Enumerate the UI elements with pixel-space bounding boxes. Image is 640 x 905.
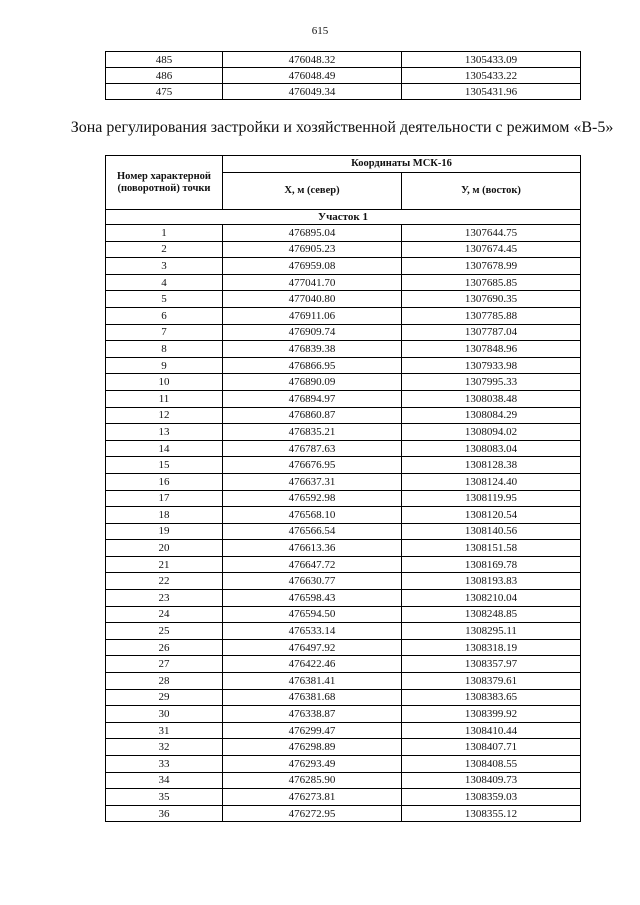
header-point-number: Номер характерной (поворотной) точки bbox=[106, 156, 223, 210]
table-row bbox=[106, 274, 581, 291]
x-coordinate-cell: 476381.68 bbox=[223, 689, 402, 706]
table-row bbox=[106, 772, 581, 789]
y-coordinate-cell: 1307848.96 bbox=[402, 341, 581, 358]
x-coordinate-cell: 476866.95 bbox=[223, 357, 402, 374]
plot-label: Участок 1 bbox=[106, 210, 581, 225]
y-coordinate-cell: 1307644.75 bbox=[402, 225, 581, 242]
point-number-cell: 14 bbox=[106, 440, 223, 457]
x-coordinate-cell: 476637.31 bbox=[223, 473, 402, 490]
y-coordinate-cell: 1308210.04 bbox=[402, 590, 581, 607]
table-row bbox=[106, 756, 581, 773]
x-coordinate-cell: 476959.08 bbox=[223, 258, 402, 275]
x-coordinate-cell: 476630.77 bbox=[223, 573, 402, 590]
point-number-cell: 6 bbox=[106, 307, 223, 324]
table-row bbox=[106, 789, 581, 806]
x-coordinate-cell: 476293.49 bbox=[223, 756, 402, 773]
y-coordinate-cell: 1308120.54 bbox=[402, 507, 581, 524]
y-coordinate-cell: 1308083.04 bbox=[402, 440, 581, 457]
y-coordinate-cell: 1308084.29 bbox=[402, 407, 581, 424]
table-row bbox=[106, 706, 581, 723]
table-row bbox=[106, 68, 581, 84]
x-coordinate-cell: 476787.63 bbox=[223, 440, 402, 457]
y-coordinate-cell: 1308407.71 bbox=[402, 739, 581, 756]
x-coordinate-cell: 476497.92 bbox=[223, 639, 402, 656]
table-row bbox=[106, 424, 581, 441]
table-header bbox=[106, 156, 581, 210]
point-number-cell: 5 bbox=[106, 291, 223, 308]
table-row bbox=[106, 357, 581, 374]
coordinates-table-body bbox=[106, 210, 581, 822]
point-number-cell: 35 bbox=[106, 789, 223, 806]
point-number-cell: 1 bbox=[106, 225, 223, 242]
table-row bbox=[106, 258, 581, 275]
y-coordinate-cell: 1308359.03 bbox=[402, 789, 581, 806]
point-number-cell: 18 bbox=[106, 507, 223, 524]
table-row bbox=[106, 673, 581, 690]
y-coordinate-cell: 1308295.11 bbox=[402, 623, 581, 640]
point-number-cell: 7 bbox=[106, 324, 223, 341]
y-coordinate-cell: 1308193.83 bbox=[402, 573, 581, 590]
point-number-cell: 13 bbox=[106, 424, 223, 441]
table-row bbox=[106, 540, 581, 557]
y-coordinate-cell: 1308038.48 bbox=[402, 390, 581, 407]
point-number-cell: 22 bbox=[106, 573, 223, 590]
table-row bbox=[106, 241, 581, 258]
point-number-cell: 475 bbox=[106, 84, 223, 100]
x-coordinate-cell: 476048.32 bbox=[223, 52, 402, 68]
point-number-cell: 16 bbox=[106, 473, 223, 490]
table-row bbox=[106, 440, 581, 457]
table-row bbox=[106, 623, 581, 640]
x-coordinate-cell: 477041.70 bbox=[223, 274, 402, 291]
point-number-cell: 29 bbox=[106, 689, 223, 706]
x-coordinate-cell: 476909.74 bbox=[223, 324, 402, 341]
table-row bbox=[106, 374, 581, 391]
table-row bbox=[106, 606, 581, 623]
point-number-cell: 2 bbox=[106, 241, 223, 258]
table-row bbox=[106, 457, 581, 474]
point-number-cell: 21 bbox=[106, 556, 223, 573]
point-number-cell: 485 bbox=[106, 52, 223, 68]
y-coordinate-cell: 1308355.12 bbox=[402, 805, 581, 822]
table-row bbox=[106, 689, 581, 706]
x-coordinate-cell: 476285.90 bbox=[223, 772, 402, 789]
x-coordinate-cell: 476890.09 bbox=[223, 374, 402, 391]
header-coordinates-group: Координаты МСК-16 bbox=[223, 156, 581, 173]
y-coordinate-cell: 1308094.02 bbox=[402, 424, 581, 441]
x-coordinate-cell: 476676.95 bbox=[223, 457, 402, 474]
point-number-cell: 11 bbox=[106, 390, 223, 407]
y-coordinate-cell: 1305433.09 bbox=[402, 52, 581, 68]
point-number-cell: 24 bbox=[106, 606, 223, 623]
point-number-cell: 4 bbox=[106, 274, 223, 291]
table-row bbox=[106, 656, 581, 673]
table-row bbox=[106, 84, 581, 100]
table-row bbox=[106, 225, 581, 242]
y-coordinate-cell: 1308169.78 bbox=[402, 556, 581, 573]
y-coordinate-cell: 1308379.61 bbox=[402, 673, 581, 690]
point-number-cell: 8 bbox=[106, 341, 223, 358]
point-number-cell: 30 bbox=[106, 706, 223, 723]
y-coordinate-cell: 1305431.96 bbox=[402, 84, 581, 100]
y-coordinate-cell: 1308151.58 bbox=[402, 540, 581, 557]
table-row bbox=[106, 507, 581, 524]
point-number-cell: 20 bbox=[106, 540, 223, 557]
x-coordinate-cell: 476273.81 bbox=[223, 789, 402, 806]
x-coordinate-cell: 476422.46 bbox=[223, 656, 402, 673]
x-coordinate-cell: 476860.87 bbox=[223, 407, 402, 424]
x-coordinate-cell: 476835.21 bbox=[223, 424, 402, 441]
table-row bbox=[106, 390, 581, 407]
table-row bbox=[106, 307, 581, 324]
x-coordinate-cell: 476598.43 bbox=[223, 590, 402, 607]
x-coordinate-cell: 476905.23 bbox=[223, 241, 402, 258]
table-row bbox=[106, 490, 581, 507]
x-coordinate-cell: 476568.10 bbox=[223, 507, 402, 524]
point-number-cell: 12 bbox=[106, 407, 223, 424]
continued-coordinates-table bbox=[105, 51, 581, 100]
point-number-cell: 33 bbox=[106, 756, 223, 773]
y-coordinate-cell: 1308410.44 bbox=[402, 722, 581, 739]
point-number-cell: 31 bbox=[106, 722, 223, 739]
y-coordinate-cell: 1307674.45 bbox=[402, 241, 581, 258]
y-coordinate-cell: 1307785.88 bbox=[402, 307, 581, 324]
x-coordinate-cell: 476613.36 bbox=[223, 540, 402, 557]
table-row bbox=[106, 523, 581, 540]
x-coordinate-cell: 476299.47 bbox=[223, 722, 402, 739]
y-coordinate-cell: 1308124.40 bbox=[402, 473, 581, 490]
y-coordinate-cell: 1307933.98 bbox=[402, 357, 581, 374]
page-number: 615 bbox=[311, 25, 329, 37]
x-coordinate-cell: 476049.34 bbox=[223, 84, 402, 100]
x-coordinate-cell: 476533.14 bbox=[223, 623, 402, 640]
y-coordinate-cell: 1308140.56 bbox=[402, 523, 581, 540]
point-number-cell: 28 bbox=[106, 673, 223, 690]
y-coordinate-cell: 1308399.92 bbox=[402, 706, 581, 723]
y-coordinate-cell: 1308119.95 bbox=[402, 490, 581, 507]
x-coordinate-cell: 476272.95 bbox=[223, 805, 402, 822]
point-number-cell: 26 bbox=[106, 639, 223, 656]
point-number-cell: 27 bbox=[106, 656, 223, 673]
table-row bbox=[106, 573, 581, 590]
header-y-coordinate: У, м (восток) bbox=[402, 173, 581, 210]
plot-label-row bbox=[106, 210, 581, 225]
point-number-cell: 36 bbox=[106, 805, 223, 822]
y-coordinate-cell: 1307685.85 bbox=[402, 274, 581, 291]
x-coordinate-cell: 476338.87 bbox=[223, 706, 402, 723]
table-row bbox=[106, 324, 581, 341]
table-row bbox=[106, 722, 581, 739]
point-number-cell: 23 bbox=[106, 590, 223, 607]
x-coordinate-cell: 476839.38 bbox=[223, 341, 402, 358]
y-coordinate-cell: 1308357.97 bbox=[402, 656, 581, 673]
x-coordinate-cell: 476048.49 bbox=[223, 68, 402, 84]
table-row bbox=[106, 291, 581, 308]
point-number-cell: 19 bbox=[106, 523, 223, 540]
y-coordinate-cell: 1308408.55 bbox=[402, 756, 581, 773]
x-coordinate-cell: 476895.04 bbox=[223, 225, 402, 242]
y-coordinate-cell: 1308248.85 bbox=[402, 606, 581, 623]
x-coordinate-cell: 476566.54 bbox=[223, 523, 402, 540]
point-number-cell: 25 bbox=[106, 623, 223, 640]
header-x-coordinate: X, м (север) bbox=[223, 173, 402, 210]
table-row bbox=[106, 805, 581, 822]
point-number-cell: 17 bbox=[106, 490, 223, 507]
point-number-cell: 10 bbox=[106, 374, 223, 391]
table-row bbox=[106, 52, 581, 68]
point-number-cell: 486 bbox=[106, 68, 223, 84]
x-coordinate-cell: 476647.72 bbox=[223, 556, 402, 573]
coordinates-table bbox=[105, 155, 581, 822]
section-title: Зона регулирования застройки и хозяйственной деятельности с режимом «В-5» bbox=[70, 119, 614, 136]
table-row bbox=[106, 639, 581, 656]
x-coordinate-cell: 476298.89 bbox=[223, 739, 402, 756]
y-coordinate-cell: 1307678.99 bbox=[402, 258, 581, 275]
y-coordinate-cell: 1307787.04 bbox=[402, 324, 581, 341]
point-number-cell: 3 bbox=[106, 258, 223, 275]
y-coordinate-cell: 1305433.22 bbox=[402, 68, 581, 84]
continued-table-body bbox=[106, 52, 581, 100]
y-coordinate-cell: 1308383.65 bbox=[402, 689, 581, 706]
table-row bbox=[106, 407, 581, 424]
point-number-cell: 9 bbox=[106, 357, 223, 374]
point-number-cell: 34 bbox=[106, 772, 223, 789]
point-number-cell: 32 bbox=[106, 739, 223, 756]
table-row bbox=[106, 590, 581, 607]
x-coordinate-cell: 476592.98 bbox=[223, 490, 402, 507]
y-coordinate-cell: 1308128.38 bbox=[402, 457, 581, 474]
table-row bbox=[106, 473, 581, 490]
table-row bbox=[106, 556, 581, 573]
y-coordinate-cell: 1308409.73 bbox=[402, 772, 581, 789]
y-coordinate-cell: 1307690.35 bbox=[402, 291, 581, 308]
x-coordinate-cell: 476911.06 bbox=[223, 307, 402, 324]
y-coordinate-cell: 1308318.19 bbox=[402, 639, 581, 656]
x-coordinate-cell: 476381.41 bbox=[223, 673, 402, 690]
table-row bbox=[106, 739, 581, 756]
x-coordinate-cell: 477040.80 bbox=[223, 291, 402, 308]
point-number-cell: 15 bbox=[106, 457, 223, 474]
y-coordinate-cell: 1307995.33 bbox=[402, 374, 581, 391]
x-coordinate-cell: 476894.97 bbox=[223, 390, 402, 407]
table-row bbox=[106, 341, 581, 358]
x-coordinate-cell: 476594.50 bbox=[223, 606, 402, 623]
